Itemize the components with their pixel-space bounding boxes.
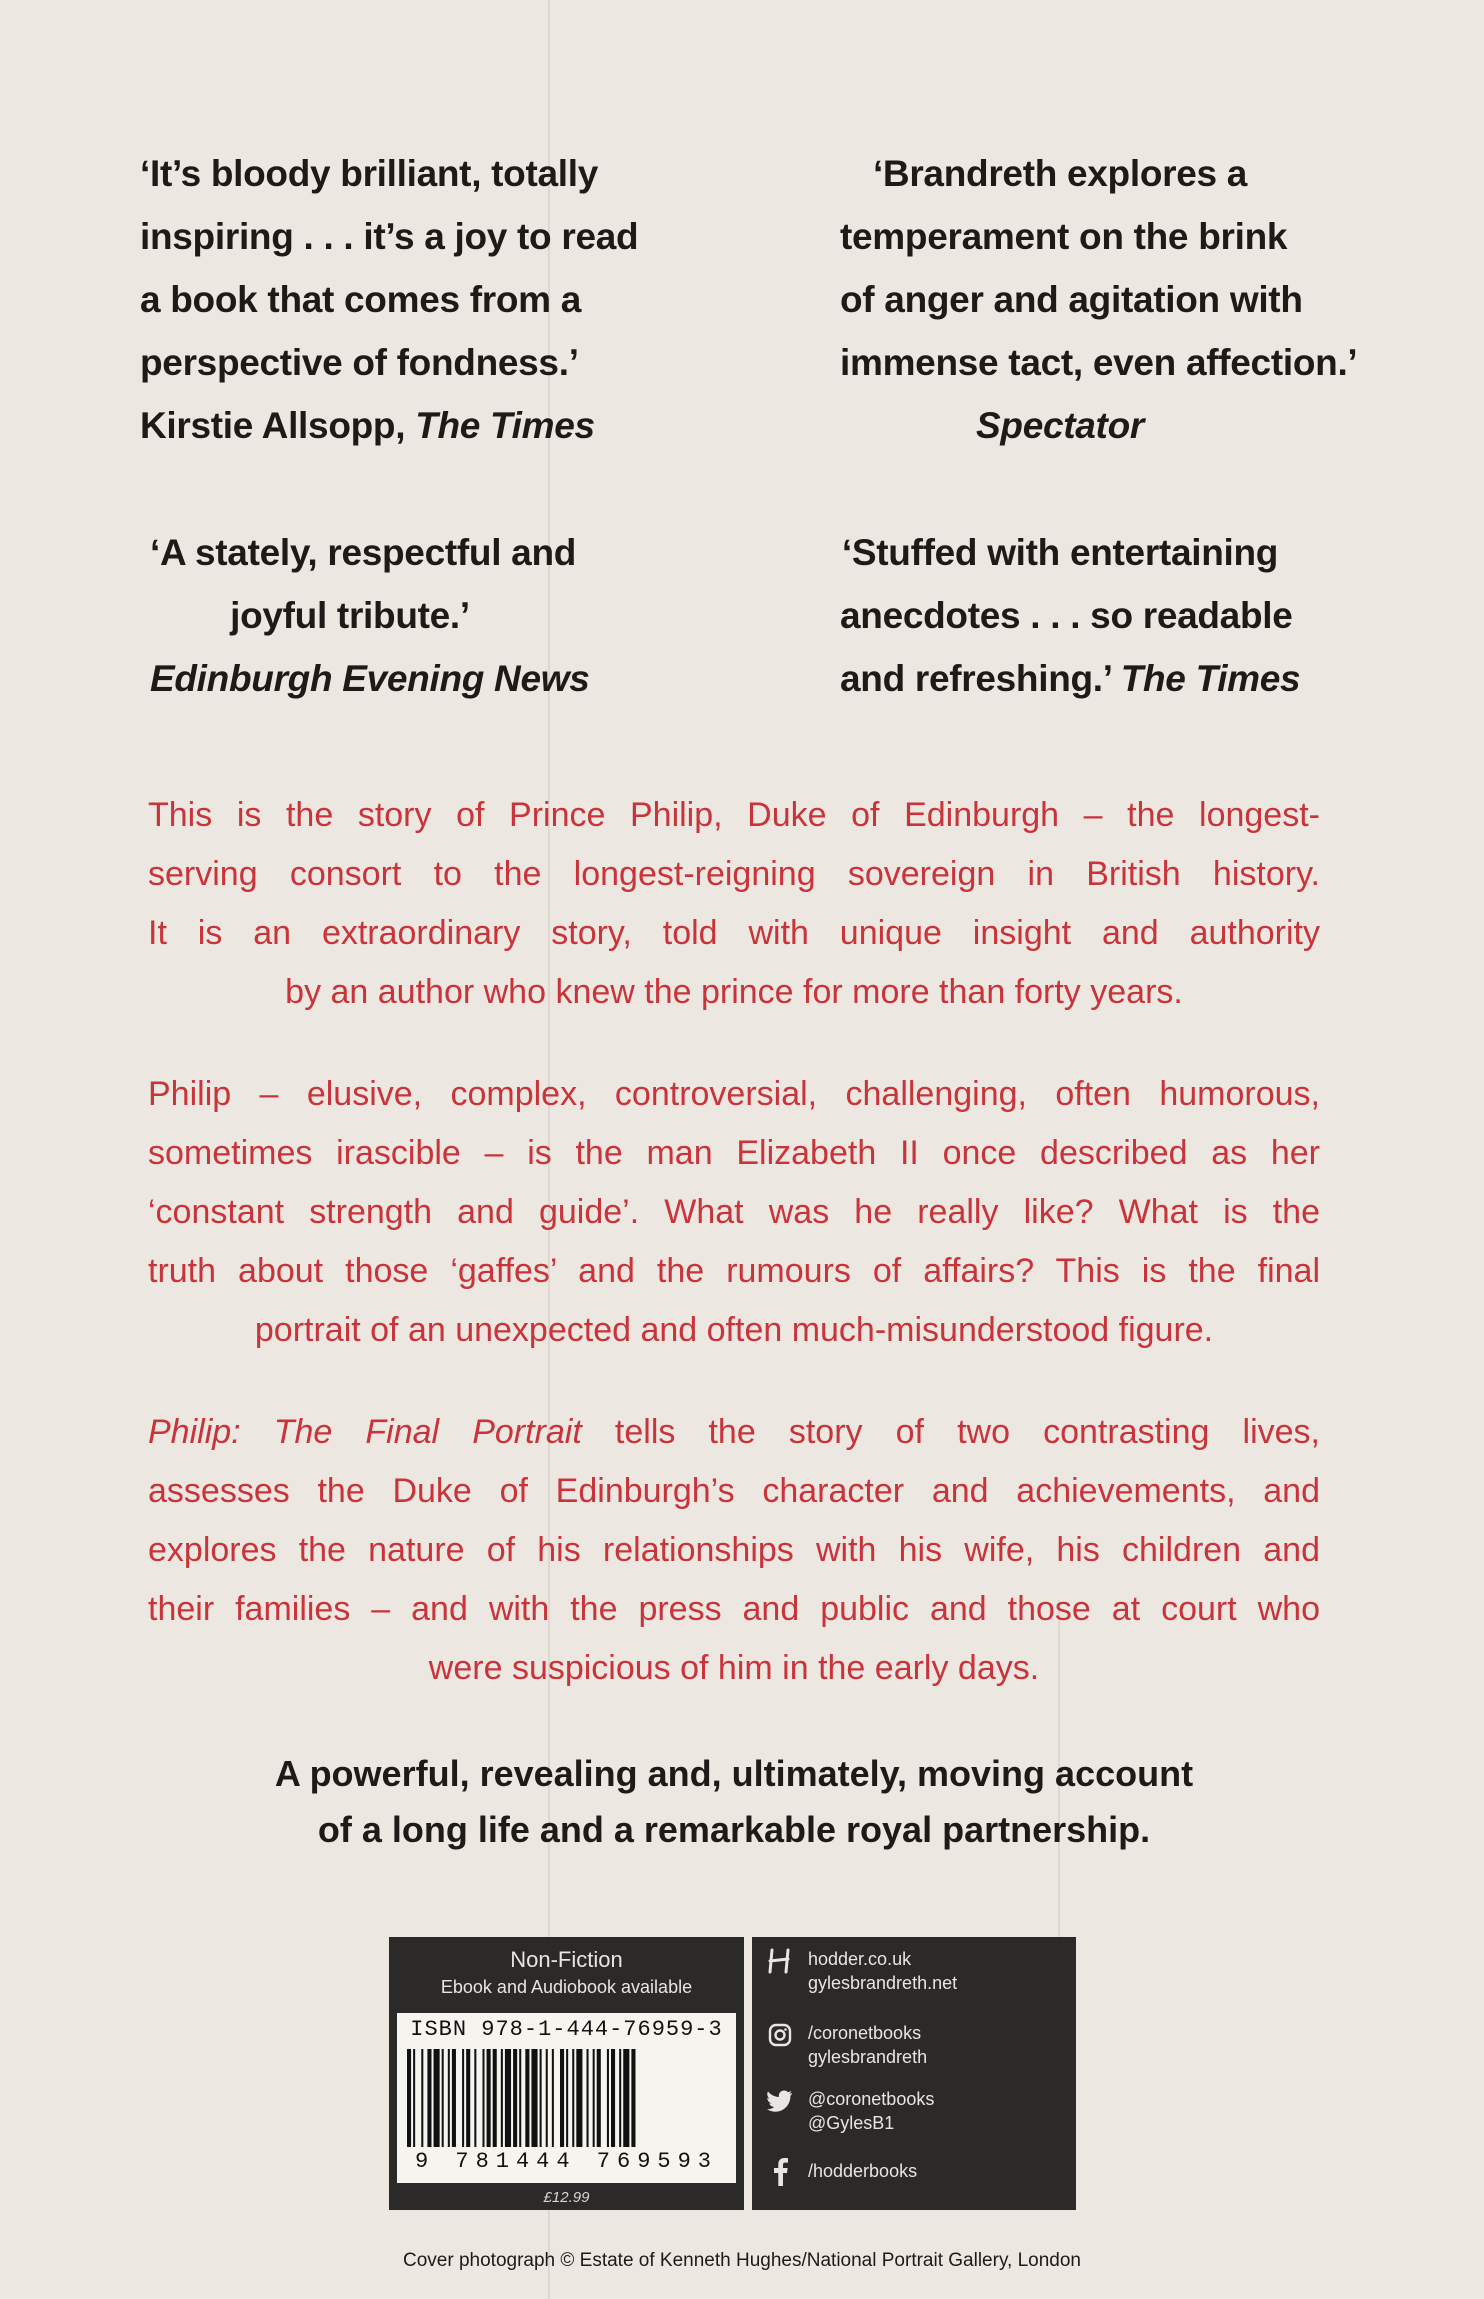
closing-line: of a long life and a remarkable royal partnership. bbox=[317, 1809, 1151, 1850]
publication-name: The Times bbox=[1120, 658, 1301, 699]
availability-label: Ebook and Audiobook available bbox=[440, 1977, 693, 1997]
facebook-handle[interactable]: /hodderbooks bbox=[808, 2161, 918, 2181]
barcode-bar bbox=[501, 2049, 503, 2147]
barcode-bar bbox=[587, 2049, 589, 2147]
barcode-bar bbox=[607, 2049, 609, 2147]
author-website-link[interactable]: gylesbrandreth.net bbox=[808, 1973, 958, 1993]
blurb-line: It is an extraordinary story, told with unique insight and authority bbox=[148, 914, 1320, 952]
barcode-bar bbox=[413, 2049, 415, 2147]
blurb-line: ‘constant strength and guide’. What was he really like? What is the bbox=[148, 1193, 1320, 1231]
review-quote-1 bbox=[140, 142, 639, 457]
barcode-bar bbox=[421, 2049, 423, 2147]
isbn-box bbox=[389, 1937, 744, 2210]
barcode-bar bbox=[493, 2049, 497, 2147]
twitter-handle-publisher[interactable]: @coronetbooks bbox=[808, 2089, 935, 2109]
blurb-line: by an author who knew the prince for more than forty years. bbox=[285, 973, 1183, 1011]
barcode-bar bbox=[482, 2049, 484, 2147]
barcode-bar bbox=[519, 2049, 521, 2147]
instagram-handle-author[interactable]: gylesbrandreth bbox=[808, 2047, 928, 2067]
photo-credit: Cover photograph © Estate of Kenneth Hughes/National Portrait Gallery, London bbox=[403, 2250, 1081, 2271]
quote-line: ‘It’s bloody brilliant, totally bbox=[140, 153, 599, 194]
blurb-line: Philip – elusive, complex, controversial, challenging, often humorous, bbox=[148, 1075, 1320, 1113]
instagram-handle-publisher[interactable]: /coronetbooks bbox=[808, 2023, 922, 2043]
barcode-bar bbox=[434, 2049, 440, 2147]
blurb-line bbox=[148, 1403, 1320, 1462]
barcode-bar bbox=[505, 2049, 511, 2147]
barcode-bar bbox=[619, 2049, 621, 2147]
quote-line-with-attribution bbox=[840, 647, 1301, 710]
barcode-bar bbox=[572, 2049, 574, 2147]
publisher-links-box bbox=[752, 1937, 1076, 2210]
barcode-bar bbox=[540, 2049, 542, 2147]
twitter-handle-author[interactable]: @GylesB1 bbox=[808, 2113, 895, 2133]
blurb-line: serving consort to the longest-reigning sovereign in British history. bbox=[148, 855, 1320, 893]
blurb-paragraph-3 bbox=[148, 1403, 1320, 1698]
hodder-logo-icon bbox=[766, 1947, 794, 1975]
barcode-bar bbox=[623, 2049, 629, 2147]
quote-line: anecdotes . . . so readable bbox=[840, 595, 1293, 636]
publication-name: Edinburgh Evening News bbox=[150, 658, 590, 699]
website-links bbox=[766, 1947, 957, 1995]
reviewer-name: Kirstie Allsopp, bbox=[140, 405, 406, 446]
barcode-bar bbox=[631, 2049, 635, 2147]
barcode-bar bbox=[513, 2049, 517, 2147]
barcode-bar bbox=[487, 2049, 491, 2147]
barcode-bar bbox=[525, 2049, 529, 2147]
closing-statement bbox=[148, 1746, 1320, 1858]
barcode-bar bbox=[611, 2049, 615, 2147]
quote-line: ‘Stuffed with entertaining bbox=[841, 532, 1279, 573]
instagram-icon bbox=[766, 2021, 794, 2049]
instagram-links bbox=[766, 2021, 927, 2069]
twitter-links bbox=[766, 2087, 934, 2135]
publication-name: Spectator bbox=[976, 405, 1144, 446]
quote-line: of anger and agitation with bbox=[840, 279, 1303, 320]
barcode-bar bbox=[462, 2049, 464, 2147]
blurb-line: explores the nature of his relationships with his wife, his children and bbox=[148, 1531, 1320, 1569]
blurb-line: their families – and with the press and public and those at court who bbox=[148, 1590, 1320, 1628]
barcode-bar bbox=[593, 2049, 595, 2147]
blurb-line: assesses the Duke of Edinburgh’s character and achievements, and bbox=[148, 1472, 1320, 1510]
barcode-number: 9 781444 769593 bbox=[414, 2149, 719, 2174]
blurb-line: This is the story of Prince Philip, Duke of Edinburgh – the longest- bbox=[148, 796, 1320, 834]
blurb-line: portrait of an unexpected and often much-misunderstood figure. bbox=[254, 1311, 1214, 1349]
quote-line: ‘Brandreth explores a bbox=[872, 153, 1248, 194]
quote-line: a book that comes from a bbox=[140, 279, 582, 320]
barcode-bar bbox=[566, 2049, 568, 2147]
review-quote-4 bbox=[840, 521, 1301, 710]
twitter-icon bbox=[766, 2087, 794, 2115]
publication-name: The Times bbox=[415, 405, 595, 446]
quote-line: inspiring . . . it’s a joy to read bbox=[140, 216, 639, 257]
quote-attribution bbox=[140, 394, 595, 457]
quote-line: joyful tribute.’ bbox=[230, 595, 470, 636]
facebook-icon bbox=[766, 2157, 794, 2185]
barcode-bar bbox=[442, 2049, 444, 2147]
barcode-bar bbox=[466, 2049, 470, 2147]
blurb-text: tells the story of two contrasting lives, bbox=[581, 1413, 1320, 1451]
barcode-panel bbox=[397, 2013, 736, 2183]
genre-label: Non-Fiction bbox=[510, 1947, 623, 1972]
barcode-bar bbox=[560, 2049, 564, 2147]
barcode-bar bbox=[546, 2049, 548, 2147]
isbn-number: ISBN 978-1-444-76959-3 bbox=[410, 2017, 723, 2042]
publisher-website-link[interactable]: hodder.co.uk bbox=[808, 1949, 912, 1969]
blurb-line: were suspicious of him in the early days. bbox=[428, 1649, 1040, 1687]
quote-text: and refreshing.’ bbox=[840, 658, 1111, 699]
barcode-bar bbox=[407, 2049, 411, 2147]
barcode-bar bbox=[474, 2049, 476, 2147]
barcode-bar bbox=[531, 2049, 537, 2147]
book-title: Philip: The Final Portrait bbox=[148, 1413, 582, 1451]
quote-line: perspective of fondness.’ bbox=[140, 342, 579, 383]
quote-line: immense tact, even affection.’ bbox=[840, 342, 1358, 383]
barcode bbox=[405, 2049, 728, 2147]
barcode-bar bbox=[452, 2049, 456, 2147]
review-quote-3 bbox=[150, 521, 590, 710]
barcode-bar bbox=[597, 2049, 601, 2147]
quote-line: ‘A stately, respectful and bbox=[150, 532, 577, 573]
blurb-paragraph-1 bbox=[148, 786, 1320, 1022]
price-label: £12.99 bbox=[543, 2189, 590, 2206]
facebook-links bbox=[766, 2157, 917, 2185]
barcode-bar bbox=[427, 2049, 431, 2147]
barcode-bar bbox=[448, 2049, 450, 2147]
blurb-paragraph-2 bbox=[148, 1065, 1320, 1360]
blurb-line: truth about those ‘gaffes’ and the rumours of affairs? This is the final bbox=[148, 1252, 1320, 1290]
blurb-line: sometimes irascible – is the man Elizabeth II once described as her bbox=[148, 1134, 1320, 1172]
quote-line: temperament on the brink bbox=[840, 216, 1288, 257]
review-quote-2 bbox=[840, 142, 1358, 457]
closing-line: A powerful, revealing and, ultimately, moving account bbox=[274, 1753, 1194, 1794]
barcode-bar bbox=[552, 2049, 554, 2147]
barcode-bar bbox=[576, 2049, 582, 2147]
